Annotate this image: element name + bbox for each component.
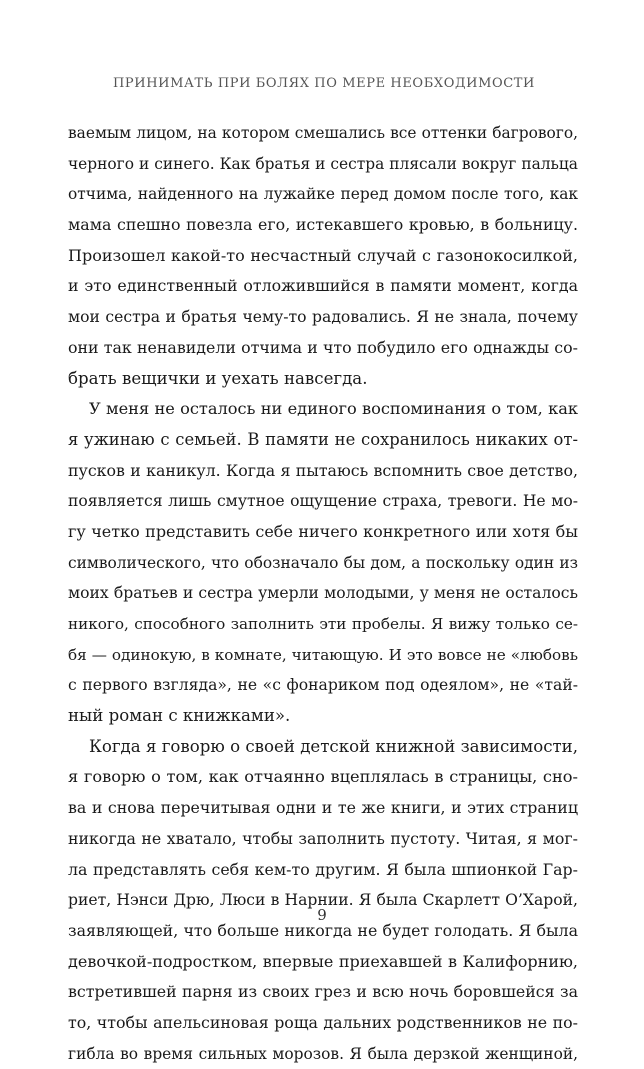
text-line: бя — одинокую, в комнате, читающую. И это вовсе не «любовь — [68, 645, 578, 664]
text-line: гу четко представить себе ничего конкретного или хотя бы — [68, 521, 578, 541]
text-line: заявляющей, что больше никогда не будет голодать. Я была — [68, 920, 578, 940]
text-line: Произошел какой-то несчастный случай с газонокосилкой, — [68, 245, 578, 265]
text-line: встретившей парня из своих грез и всю ночь боровшейся за — [68, 982, 578, 1002]
text-line: мама спешно повезла его, истекавшего кровью, в больницу. — [68, 215, 578, 235]
text-line: мои сестра и братья чему-то радовались. Я не знала, почему — [68, 308, 578, 327]
text-line: брать вещички и уехать навсегда. — [68, 368, 368, 388]
text-line: моих братьев и сестра умерли молодыми, у меня не осталось — [68, 584, 578, 603]
text-line: ва и снова перечитывая одни и те же книги, и этих страниц — [68, 798, 578, 818]
page-number: 9 — [317, 906, 327, 924]
text-line: ный роман с книжками». — [68, 706, 291, 726]
text-line: то, чтобы апельсиновая роща дальних родственников не по- — [68, 1012, 578, 1032]
text-line: девочкой-подростком, впервые приехавшей в Калифорнию, — [68, 951, 578, 971]
text-line: ваемым лицом, на котором смешались все оттенки багрового, — [68, 124, 578, 142]
text-line: символического, что обозначало бы дом, а поскольку один из — [68, 553, 578, 572]
text-line: риет, Нэнси Дрю, Люси в Нарнии. Я была Скарлетт О’Харой, — [68, 891, 578, 910]
text-line: черного и синего. Как братья и сестра плясали вокруг пальца — [68, 154, 578, 173]
text-line: гибла во время сильных морозов. Я была дерзкой женщиной, — [68, 1044, 578, 1063]
text-line: пусков и каникул. Когда я пытаюсь вспомнить свое детство, — [68, 460, 578, 480]
text-line: Когда я говорю о своей детской книжной зависимости, — [89, 736, 578, 756]
text-line: они так ненавидели отчима и что побудило его однажды со- — [68, 337, 578, 357]
text-line: я ужинаю с семьей. В памяти не сохранилось никаких от- — [68, 429, 578, 449]
text-line: отчима, найденного на лужайке перед домом после того, как — [68, 185, 578, 204]
text-line: с первого взгляда», не «с фонариком под одеялом», не «тай- — [68, 676, 578, 695]
text-line: и это единственный отложившийся в памяти момент, когда — [68, 276, 578, 296]
running-head: ПРИНИМАТЬ ПРИ БОЛЯХ ПО МЕРЕ НЕОБХОДИМОСТИ — [113, 76, 535, 91]
text-line: никого, способного заполнить эти пробелы. Я вижу только се- — [68, 615, 578, 633]
body-text — [68, 118, 578, 1069]
text-line: появляется лишь смутное ощущение страха, тревоги. Не мо- — [68, 492, 578, 511]
text-line: никогда не хватало, чтобы заполнить пустоту. Читая, я мог- — [68, 828, 578, 848]
text-line: я говорю о том, как отчаянно вцеплялась в страницы, сно- — [68, 767, 578, 787]
text-line: У меня не осталось ни единого воспоминания о том, как — [89, 399, 578, 419]
text-line: ла представлять себя кем-то другим. Я была шпионкой Гар- — [68, 859, 578, 879]
